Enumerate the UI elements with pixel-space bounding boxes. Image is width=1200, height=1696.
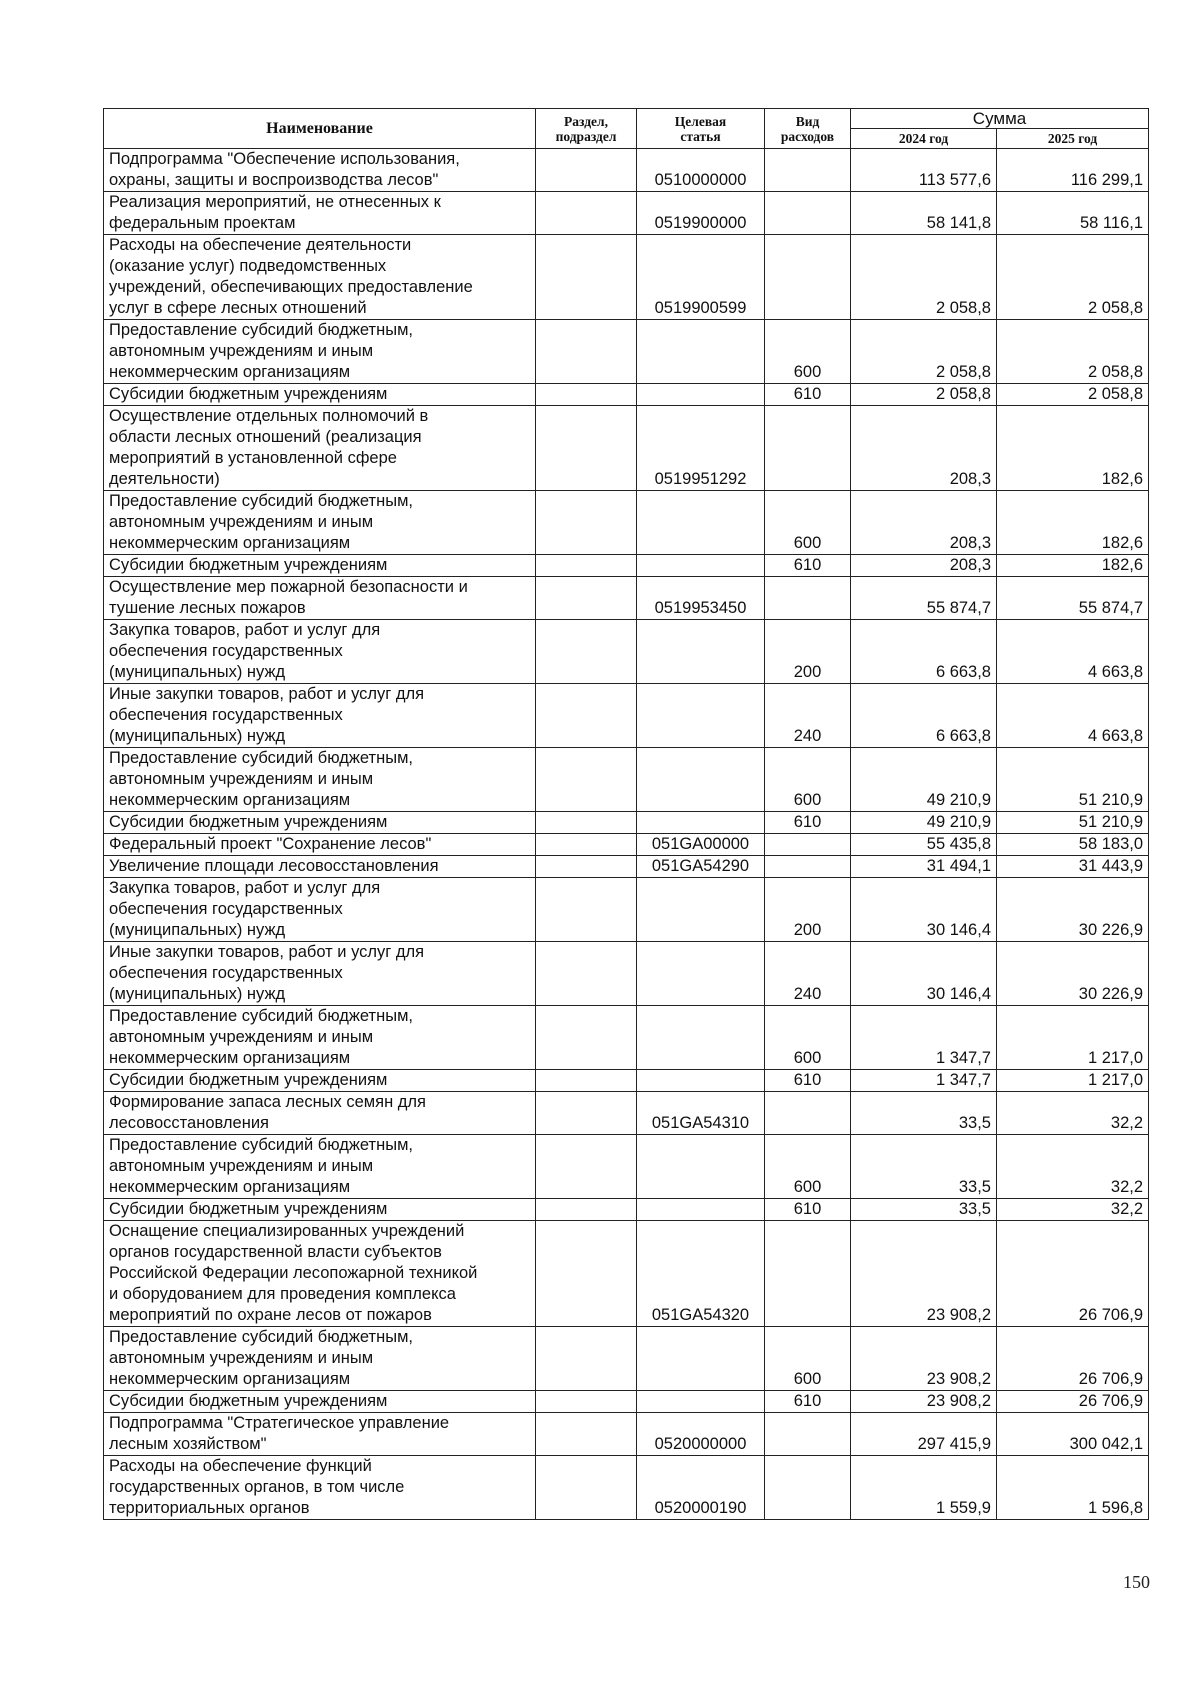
table-row xyxy=(104,1092,1149,1135)
cell-target xyxy=(637,684,765,748)
cell-sum-2025: 2 058,8 xyxy=(997,235,1149,320)
cell-name: Подпрограмма "Обеспечение использования, охраны, защиты и воспроизводства лесов" xyxy=(104,149,536,192)
cell-sum-2025: 51 210,9 xyxy=(997,748,1149,812)
cell-sum-2024: 2 058,8 xyxy=(851,235,997,320)
cell-section xyxy=(536,384,637,406)
cell-target: 0519900000 xyxy=(637,192,765,235)
table-row xyxy=(104,1413,1149,1456)
cell-name: Увеличение площади лесовосстановления xyxy=(104,856,536,878)
header-sum: Сумма xyxy=(851,109,1149,129)
cell-type: 600 xyxy=(765,1006,851,1070)
cell-name: Субсидии бюджетным учреждениям xyxy=(104,812,536,834)
cell-name: Предоставление субсидий бюджетным, автономным учреждениям и иным некоммерческим организациям xyxy=(104,1327,536,1391)
cell-sum-2024: 30 146,4 xyxy=(851,878,997,942)
cell-type: 610 xyxy=(765,1070,851,1092)
cell-sum-2025: 51 210,9 xyxy=(997,812,1149,834)
cell-sum-2024: 208,3 xyxy=(851,406,997,491)
cell-type: 200 xyxy=(765,620,851,684)
cell-sum-2025: 1 596,8 xyxy=(997,1456,1149,1520)
cell-target: 051GA54290 xyxy=(637,856,765,878)
table-row xyxy=(104,1391,1149,1413)
cell-section xyxy=(536,1327,637,1391)
cell-target: 051GA00000 xyxy=(637,834,765,856)
header-type: Вид расходов xyxy=(765,109,851,149)
cell-sum-2024: 49 210,9 xyxy=(851,748,997,812)
cell-target xyxy=(637,1135,765,1199)
cell-sum-2025: 26 706,9 xyxy=(997,1327,1149,1391)
header-year-2024: 2024 год xyxy=(851,129,997,149)
cell-section xyxy=(536,878,637,942)
cell-sum-2024: 2 058,8 xyxy=(851,384,997,406)
table-row xyxy=(104,1135,1149,1199)
cell-sum-2025: 182,6 xyxy=(997,406,1149,491)
cell-target: 0519953450 xyxy=(637,577,765,620)
cell-target xyxy=(637,320,765,384)
cell-name: Расходы на обеспечение функций государственных органов, в том числе территориальных органов xyxy=(104,1456,536,1520)
cell-type xyxy=(765,1456,851,1520)
cell-name: Осуществление мер пожарной безопасности и тушение лесных пожаров xyxy=(104,577,536,620)
cell-sum-2025: 32,2 xyxy=(997,1135,1149,1199)
table-row xyxy=(104,1199,1149,1221)
cell-sum-2024: 1 559,9 xyxy=(851,1456,997,1520)
cell-sum-2025: 32,2 xyxy=(997,1199,1149,1221)
cell-section xyxy=(536,491,637,555)
cell-type: 240 xyxy=(765,684,851,748)
cell-target xyxy=(637,1199,765,1221)
cell-type xyxy=(765,406,851,491)
cell-sum-2025: 182,6 xyxy=(997,491,1149,555)
cell-sum-2024: 297 415,9 xyxy=(851,1413,997,1456)
cell-name: Субсидии бюджетным учреждениям xyxy=(104,1391,536,1413)
cell-sum-2024: 23 908,2 xyxy=(851,1221,997,1327)
table-row xyxy=(104,684,1149,748)
cell-name: Субсидии бюджетным учреждениям xyxy=(104,1070,536,1092)
cell-target: 0519900599 xyxy=(637,235,765,320)
cell-section xyxy=(536,1391,637,1413)
cell-sum-2025: 30 226,9 xyxy=(997,878,1149,942)
cell-sum-2025: 116 299,1 xyxy=(997,149,1149,192)
cell-section xyxy=(536,1413,637,1456)
cell-type xyxy=(765,235,851,320)
cell-type: 600 xyxy=(765,320,851,384)
cell-type xyxy=(765,149,851,192)
cell-name: Предоставление субсидий бюджетным, автономным учреждениям и иным некоммерческим организациям xyxy=(104,491,536,555)
cell-name: Реализация мероприятий, не отнесенных к федеральным проектам xyxy=(104,192,536,235)
table-row xyxy=(104,320,1149,384)
table-row xyxy=(104,192,1149,235)
cell-sum-2025: 2 058,8 xyxy=(997,384,1149,406)
cell-type xyxy=(765,1413,851,1456)
cell-sum-2025: 26 706,9 xyxy=(997,1221,1149,1327)
page-number: 150 xyxy=(1123,1572,1150,1592)
cell-section xyxy=(536,620,637,684)
cell-name: Предоставление субсидий бюджетным, автономным учреждениям и иным некоммерческим организациям xyxy=(104,748,536,812)
table-row xyxy=(104,149,1149,192)
cell-name: Предоставление субсидий бюджетным, автономным учреждениям и иным некоммерческим организациям xyxy=(104,320,536,384)
cell-section xyxy=(536,406,637,491)
cell-sum-2025: 4 663,8 xyxy=(997,620,1149,684)
table-body xyxy=(104,149,1149,1520)
cell-sum-2024: 31 494,1 xyxy=(851,856,997,878)
cell-section xyxy=(536,149,637,192)
header-name: Наименование xyxy=(104,109,536,149)
table-row xyxy=(104,856,1149,878)
table-row xyxy=(104,1221,1149,1327)
cell-type xyxy=(765,577,851,620)
header-row-1 xyxy=(104,109,1149,129)
cell-sum-2024: 33,5 xyxy=(851,1199,997,1221)
cell-target: 0520000000 xyxy=(637,1413,765,1456)
cell-section xyxy=(536,942,637,1006)
cell-type: 610 xyxy=(765,1391,851,1413)
cell-sum-2024: 6 663,8 xyxy=(851,684,997,748)
budget-table xyxy=(103,108,1149,1520)
cell-sum-2025: 182,6 xyxy=(997,555,1149,577)
cell-type: 240 xyxy=(765,942,851,1006)
cell-type xyxy=(765,192,851,235)
header-year-2025: 2025 год xyxy=(997,129,1149,149)
table-row xyxy=(104,1006,1149,1070)
cell-type: 600 xyxy=(765,1327,851,1391)
cell-section xyxy=(536,856,637,878)
cell-name: Формирование запаса лесных семян для лесовосстановления xyxy=(104,1092,536,1135)
cell-sum-2024: 30 146,4 xyxy=(851,942,997,1006)
cell-target xyxy=(637,1006,765,1070)
cell-type xyxy=(765,1221,851,1327)
cell-sum-2025: 32,2 xyxy=(997,1092,1149,1135)
cell-name: Субсидии бюджетным учреждениям xyxy=(104,555,536,577)
cell-target: 0510000000 xyxy=(637,149,765,192)
cell-sum-2024: 33,5 xyxy=(851,1135,997,1199)
cell-section xyxy=(536,235,637,320)
cell-name: Предоставление субсидий бюджетным, автономным учреждениям и иным некоммерческим организациям xyxy=(104,1006,536,1070)
cell-target: 051GA54310 xyxy=(637,1092,765,1135)
cell-target xyxy=(637,384,765,406)
cell-type: 610 xyxy=(765,555,851,577)
table-row xyxy=(104,1070,1149,1092)
table-row xyxy=(104,748,1149,812)
cell-section xyxy=(536,1221,637,1327)
cell-name: Иные закупки товаров, работ и услуг для обеспечения государственных (муниципальных) нужд xyxy=(104,942,536,1006)
table-row xyxy=(104,235,1149,320)
cell-section xyxy=(536,684,637,748)
cell-type xyxy=(765,1092,851,1135)
cell-sum-2024: 1 347,7 xyxy=(851,1006,997,1070)
cell-type: 600 xyxy=(765,491,851,555)
cell-section xyxy=(536,1092,637,1135)
cell-sum-2025: 300 042,1 xyxy=(997,1413,1149,1456)
cell-section xyxy=(536,1199,637,1221)
cell-section xyxy=(536,577,637,620)
cell-name: Иные закупки товаров, работ и услуг для обеспечения государственных (муниципальных) нужд xyxy=(104,684,536,748)
cell-name: Закупка товаров, работ и услуг для обеспечения государственных (муниципальных) нужд xyxy=(104,620,536,684)
table-row xyxy=(104,577,1149,620)
cell-name: Оснащение специализированных учреждений органов государственной власти субъектов Российской Федерации лесопожарной техникой и оборудованием для проведения комплекса мероприятий по охране лесов от пожаров xyxy=(104,1221,536,1327)
cell-target: 0520000190 xyxy=(637,1456,765,1520)
cell-name: Субсидии бюджетным учреждениям xyxy=(104,384,536,406)
cell-target xyxy=(637,748,765,812)
table-row xyxy=(104,1327,1149,1391)
cell-type: 610 xyxy=(765,812,851,834)
cell-sum-2024: 2 058,8 xyxy=(851,320,997,384)
cell-sum-2025: 55 874,7 xyxy=(997,577,1149,620)
cell-section xyxy=(536,834,637,856)
cell-sum-2025: 30 226,9 xyxy=(997,942,1149,1006)
cell-target xyxy=(637,1327,765,1391)
cell-section xyxy=(536,1070,637,1092)
cell-sum-2025: 1 217,0 xyxy=(997,1006,1149,1070)
cell-sum-2024: 55 874,7 xyxy=(851,577,997,620)
cell-sum-2025: 58 183,0 xyxy=(997,834,1149,856)
cell-sum-2024: 58 141,8 xyxy=(851,192,997,235)
table-row xyxy=(104,555,1149,577)
cell-target xyxy=(637,1391,765,1413)
cell-target xyxy=(637,812,765,834)
cell-section xyxy=(536,1135,637,1199)
cell-target xyxy=(637,620,765,684)
cell-section xyxy=(536,320,637,384)
cell-target xyxy=(637,942,765,1006)
cell-sum-2024: 208,3 xyxy=(851,555,997,577)
cell-sum-2024: 23 908,2 xyxy=(851,1327,997,1391)
table-row xyxy=(104,878,1149,942)
cell-name: Предоставление субсидий бюджетным, автономным учреждениям и иным некоммерческим организациям xyxy=(104,1135,536,1199)
cell-sum-2024: 208,3 xyxy=(851,491,997,555)
cell-sum-2024: 55 435,8 xyxy=(851,834,997,856)
header-target: Целевая статья xyxy=(637,109,765,149)
cell-sum-2025: 2 058,8 xyxy=(997,320,1149,384)
cell-target: 051GA54320 xyxy=(637,1221,765,1327)
cell-sum-2025: 4 663,8 xyxy=(997,684,1149,748)
cell-sum-2024: 1 347,7 xyxy=(851,1070,997,1092)
table-row xyxy=(104,406,1149,491)
cell-name: Осуществление отдельных полномочий в области лесных отношений (реализация мероприятий в установленной сфере деятельности) xyxy=(104,406,536,491)
table-row xyxy=(104,620,1149,684)
cell-section xyxy=(536,1006,637,1070)
cell-target: 0519951292 xyxy=(637,406,765,491)
cell-section xyxy=(536,1456,637,1520)
table-row xyxy=(104,834,1149,856)
cell-section xyxy=(536,812,637,834)
cell-name: Расходы на обеспечение деятельности (оказание услуг) подведомственных учреждений, обеспечивающих предоставление услуг в сфере лесных отношений xyxy=(104,235,536,320)
cell-sum-2025: 1 217,0 xyxy=(997,1070,1149,1092)
cell-target xyxy=(637,555,765,577)
cell-target xyxy=(637,878,765,942)
cell-section xyxy=(536,192,637,235)
cell-sum-2024: 6 663,8 xyxy=(851,620,997,684)
cell-target xyxy=(637,491,765,555)
cell-sum-2025: 58 116,1 xyxy=(997,192,1149,235)
cell-target xyxy=(637,1070,765,1092)
cell-sum-2024: 49 210,9 xyxy=(851,812,997,834)
cell-type: 600 xyxy=(765,1135,851,1199)
cell-sum-2025: 26 706,9 xyxy=(997,1391,1149,1413)
cell-sum-2024: 23 908,2 xyxy=(851,1391,997,1413)
cell-type: 610 xyxy=(765,1199,851,1221)
cell-section xyxy=(536,748,637,812)
cell-name: Подпрограмма "Стратегическое управление лесным хозяйством" xyxy=(104,1413,536,1456)
cell-sum-2025: 31 443,9 xyxy=(997,856,1149,878)
cell-type: 610 xyxy=(765,384,851,406)
header-section: Раздел, подраздел xyxy=(536,109,637,149)
table-row xyxy=(104,491,1149,555)
table-row xyxy=(104,812,1149,834)
cell-type xyxy=(765,856,851,878)
table-row xyxy=(104,942,1149,1006)
table-row xyxy=(104,384,1149,406)
table-header xyxy=(104,109,1149,149)
cell-type: 200 xyxy=(765,878,851,942)
cell-section xyxy=(536,555,637,577)
table-row xyxy=(104,1456,1149,1520)
cell-type xyxy=(765,834,851,856)
cell-name: Федеральный проект "Сохранение лесов" xyxy=(104,834,536,856)
cell-name: Субсидии бюджетным учреждениям xyxy=(104,1199,536,1221)
cell-type: 600 xyxy=(765,748,851,812)
cell-sum-2024: 33,5 xyxy=(851,1092,997,1135)
cell-name: Закупка товаров, работ и услуг для обеспечения государственных (муниципальных) нужд xyxy=(104,878,536,942)
cell-sum-2024: 113 577,6 xyxy=(851,149,997,192)
